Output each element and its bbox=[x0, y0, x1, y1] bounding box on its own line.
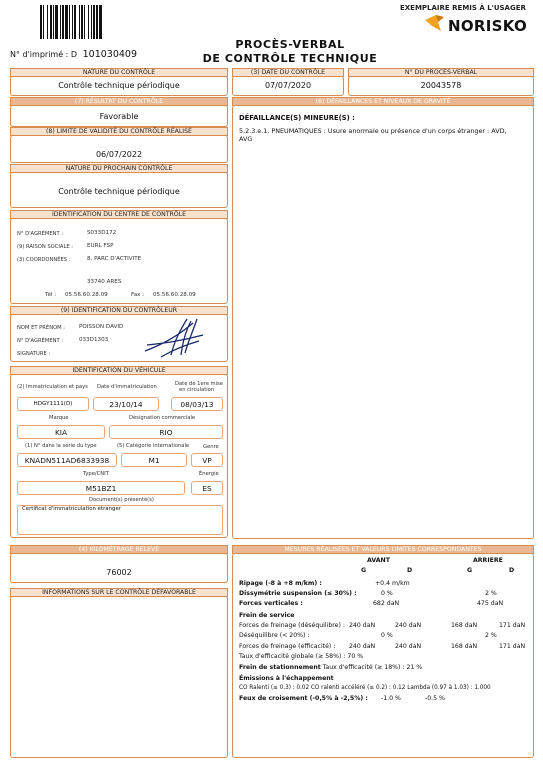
barcode-bar bbox=[84, 5, 85, 39]
feff-ar-d: 171 daN bbox=[499, 643, 526, 650]
barcode-bar bbox=[47, 5, 48, 39]
avant-label: AVANT bbox=[367, 557, 390, 564]
avant-d: D bbox=[407, 567, 413, 574]
measures-box bbox=[232, 553, 534, 758]
barcode-bar bbox=[93, 5, 95, 39]
centre-tel-label: Tél : bbox=[45, 292, 57, 298]
defects-heading: DÉFAILLANCE(S) MINEURE(S) : bbox=[239, 114, 355, 122]
fdesq-ar-d: 171 daN bbox=[499, 622, 526, 629]
desq-avant: 0 % bbox=[381, 632, 393, 639]
barcode-bar bbox=[99, 5, 102, 39]
signature-image bbox=[141, 315, 211, 359]
feux-g: -1.0 % bbox=[381, 695, 401, 702]
date-first-label-1: Date de 1ere mise bbox=[175, 381, 223, 387]
designation-field: RIO bbox=[109, 425, 223, 439]
barcode-bar bbox=[55, 5, 58, 39]
measures-header: MESURES RÉALISÉES ET VALEURS LIMITES CORRESPONDANTES bbox=[232, 545, 534, 554]
centre-raison-value: EURL FSP bbox=[87, 243, 114, 249]
documents-value: Certificat d'immatriculation étranger bbox=[22, 506, 121, 512]
energie-label: Énergie bbox=[199, 471, 219, 477]
barcode-bar bbox=[43, 5, 44, 39]
centre-coord-line2: 33740 ARES bbox=[87, 279, 122, 285]
centre-fax-label: Fax : bbox=[131, 292, 145, 298]
marque-label: Marque bbox=[49, 415, 69, 421]
fdesq-av-g: 240 daN bbox=[349, 622, 376, 629]
vehicle-box bbox=[10, 374, 228, 538]
nature-value: Contrôle technique périodique bbox=[58, 81, 180, 90]
barcode bbox=[40, 5, 130, 39]
barcode-bar bbox=[50, 5, 52, 39]
centre-header: IDENTIFICATION DU CENTRE DE CONTRÔLE bbox=[10, 210, 228, 219]
defects-box bbox=[232, 105, 534, 539]
designation-label: Désignation commerciale bbox=[129, 415, 196, 421]
defects-line2: AVG bbox=[239, 135, 253, 143]
barcode-bar bbox=[79, 5, 80, 39]
desq-arriere: 2 % bbox=[485, 632, 497, 639]
avant-g: G bbox=[361, 567, 367, 574]
barcode-bar bbox=[88, 5, 89, 39]
type-field: M51BZ1 bbox=[17, 481, 185, 495]
forces-vert-avant: 682 daN bbox=[373, 600, 400, 607]
unfavorable-box bbox=[10, 596, 228, 758]
barcode-bar bbox=[69, 5, 70, 39]
result-header: (7) RÉSULTAT DU CONTRÔLE bbox=[10, 97, 228, 106]
stationnement-row bbox=[239, 664, 422, 671]
printed-label: N° d'imprimé : D bbox=[10, 50, 78, 59]
marque-field: KIA bbox=[17, 425, 105, 439]
immat-label: (2) Immatriculation et pays bbox=[17, 384, 88, 390]
defects-line1: 5.2.3.e.1. PNEUMATIQUES : Usure anormale ou présence d'un corps étranger : AVD, bbox=[239, 127, 507, 135]
brand-logo bbox=[424, 14, 534, 36]
barcode-bar bbox=[62, 5, 64, 39]
controller-box bbox=[10, 314, 228, 362]
energie-field: ES bbox=[191, 481, 223, 495]
genre-field: VP bbox=[191, 453, 223, 467]
desq-label: Déséquilibre (< 20%) : bbox=[239, 632, 310, 639]
immat-field: HDGY1111(D) bbox=[17, 397, 89, 411]
centre-coord-line1: 8, PARC D'ACTIVITE bbox=[87, 256, 142, 262]
feux-label: Feux de croisement (-0,5% à -2,5%) : bbox=[239, 695, 368, 702]
genre-label: Genre bbox=[203, 444, 219, 450]
documents-field bbox=[17, 505, 223, 535]
type-label: Type/CNIT bbox=[83, 471, 109, 477]
date-immat-label: Date d'immatriculation bbox=[97, 384, 157, 390]
barcode-bar bbox=[81, 5, 83, 39]
controller-agrement-value: 033D1303 bbox=[79, 337, 109, 343]
controller-signature-label: SIGNATURE : bbox=[17, 351, 51, 357]
forces-vert-arriere: 475 daN bbox=[477, 600, 504, 607]
result-value: Favorable bbox=[99, 112, 139, 121]
stationnement-label: Frein de stationnement bbox=[239, 664, 321, 671]
unfavorable-header: INFORMATIONS SUR LE CONTRÔLE DÉFAVORABLE bbox=[10, 588, 228, 597]
disym-label: Dissymétrie suspension (≤ 30%) : bbox=[239, 590, 357, 597]
arriere-label: ARRIERE bbox=[473, 557, 503, 564]
feux-d: -0.5 % bbox=[425, 695, 445, 702]
categorie-label: (5) Catégorie internationale bbox=[117, 443, 190, 449]
taux-global: Taux d'efficacité globale (≥ 58%) : 70 % bbox=[239, 653, 364, 660]
validity-header: (8) LIMITE DE VALIDITÉ DU CONTRÔLE RÉALISÉ bbox=[10, 127, 228, 136]
centre-agrement-label: N° D'AGRÉMENT : bbox=[17, 231, 64, 237]
disym-arriere: 2 % bbox=[485, 590, 497, 597]
barcode-bar bbox=[74, 5, 76, 39]
date-first-label-2: en circulation bbox=[179, 387, 215, 393]
fdesq-ar-g: 168 daN bbox=[451, 622, 478, 629]
centre-coord-label: (3) COORDONNÉES : bbox=[17, 257, 71, 263]
serie-field: KNADN511AD6833938 bbox=[17, 453, 117, 467]
barcode-bar bbox=[65, 5, 68, 39]
feff-ar-g: 168 daN bbox=[451, 643, 478, 650]
centre-box bbox=[10, 218, 228, 304]
vehicle-header: IDENTIFICATION DU VÉHICULE bbox=[10, 366, 228, 375]
co-line: CO Ralenti (≤ 0.3) : 0.02 CO ralenti accéléré (≤ 0.2) : 0.12 Lambda (0.97 à 1.03) : 1.000 bbox=[239, 685, 491, 691]
copy-label: EXEMPLAIRE REMIS À L'USAGER bbox=[400, 4, 526, 12]
printed-number-row bbox=[10, 49, 137, 60]
validity-value: 06/07/2022 bbox=[95, 150, 143, 159]
barcode-bar bbox=[96, 5, 98, 39]
date-header: (3) DATE DU CONTRÔLE bbox=[232, 68, 344, 77]
date-value: 07/07/2020 bbox=[264, 81, 312, 90]
ripage-avant: +0.4 m/km bbox=[375, 580, 410, 587]
printed-number: 101030409 bbox=[82, 49, 138, 60]
km-value: 76002 bbox=[106, 568, 132, 577]
serie-label: (1) N° dans la série du type bbox=[25, 443, 97, 449]
pv-value: 20043578 bbox=[420, 81, 462, 90]
disym-avant: 0 % bbox=[381, 590, 393, 597]
arriere-d: D bbox=[509, 567, 515, 574]
fdesq-label: Forces de freinage (déséquilibre) : bbox=[239, 622, 345, 629]
emissions-label: Émissions à l'échappement bbox=[239, 675, 334, 682]
page-title-2: DE CONTRÔLE TECHNIQUE bbox=[202, 52, 378, 65]
controller-agrement-label: N° D'AGRÉMENT : bbox=[17, 338, 64, 344]
barcode-bar bbox=[53, 5, 54, 39]
controller-header: (9) IDENTIFICATION DU CONTRÔLEUR bbox=[10, 306, 228, 315]
ripage-label: Ripage (-8 à +8 m/km) : bbox=[239, 580, 322, 587]
barcode-bar bbox=[72, 5, 73, 39]
date-box bbox=[232, 76, 344, 96]
fdesq-av-d: 240 daN bbox=[395, 622, 422, 629]
arriere-g: G bbox=[467, 567, 473, 574]
stationnement-taux: Taux d'efficacité (≥ 18%) : 21 % bbox=[322, 664, 423, 671]
frein-service: Frein de service bbox=[239, 612, 295, 619]
km-box bbox=[10, 553, 228, 583]
validity-box bbox=[10, 135, 228, 163]
feff-label: Forces de freinage (efficacité) : bbox=[239, 643, 336, 650]
next-control-header: NATURE DU PROCHAIN CONTRÔLE bbox=[10, 164, 228, 173]
bird-icon bbox=[424, 14, 446, 34]
result-box bbox=[10, 105, 228, 127]
feff-av-d: 240 daN bbox=[395, 643, 422, 650]
centre-agrement-value: S033D172 bbox=[87, 230, 117, 236]
next-control-value: Contrôle technique périodique bbox=[58, 187, 180, 196]
documents-label: Document(s) présenté(s) bbox=[89, 497, 154, 503]
pv-header: N° DU PROCÈS-VERBAL bbox=[348, 68, 534, 77]
categorie-field: M1 bbox=[121, 453, 187, 467]
nature-box bbox=[10, 76, 228, 96]
centre-raison-label: (9) RAISON SOCIALE : bbox=[17, 244, 74, 250]
centre-tel-value: 05.56.60.28.09 bbox=[65, 292, 108, 298]
barcode-bar bbox=[40, 5, 42, 39]
forces-vert-label: Forces verticales : bbox=[239, 600, 303, 607]
barcode-bar bbox=[91, 5, 92, 39]
controller-name-label: NOM ET PRÉNOM : bbox=[17, 325, 66, 331]
brand-name: NORISKO bbox=[448, 17, 528, 35]
date-immat-field: 23/10/14 bbox=[93, 397, 159, 411]
centre-fax-value: 05.56.60.28.09 bbox=[153, 292, 196, 298]
nature-header: NATURE DU CONTRÔLE bbox=[10, 68, 228, 77]
km-header: (4) KILOMÉTRAGE RELEVÉ bbox=[10, 545, 228, 554]
defects-header: (6) DÉFAILLANCES ET NIVEAUX DE GRAVITÉ bbox=[232, 97, 534, 106]
feff-av-g: 240 daN bbox=[349, 643, 376, 650]
barcode-bar bbox=[60, 5, 61, 39]
pv-box bbox=[348, 76, 534, 96]
controller-name-value: POISSON DAVID bbox=[79, 324, 124, 330]
next-control-box bbox=[10, 172, 228, 208]
page-title-1: PROCÈS-VERBAL bbox=[235, 38, 345, 51]
date-first-field: 08/03/13 bbox=[171, 397, 223, 411]
